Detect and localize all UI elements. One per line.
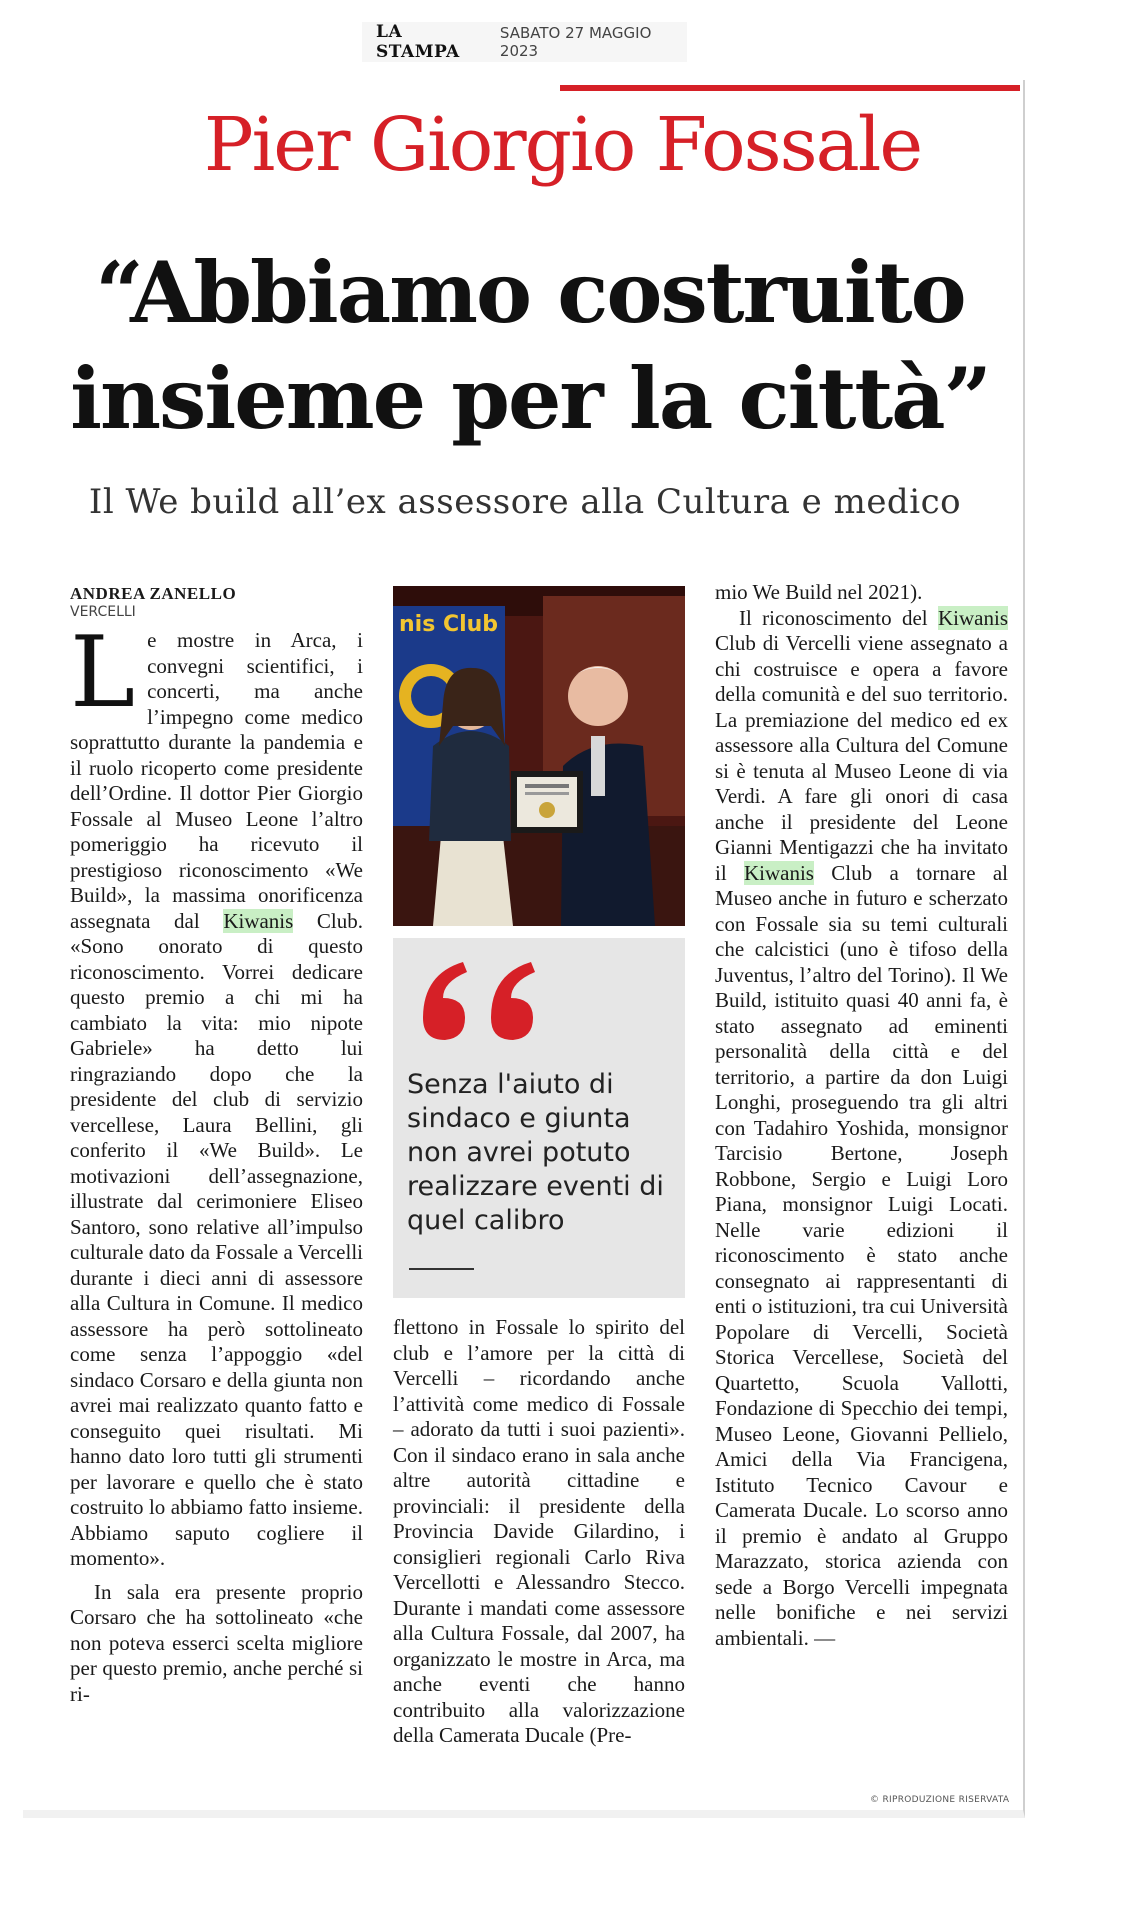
masthead	[362, 22, 687, 62]
award-photo	[393, 586, 685, 926]
subheadline: Il We build all’ex assessore alla Cultura e medico	[88, 482, 962, 522]
text-run: Club di Vercelli viene assegnato a chi costruisce e opera a favore della comunità e del suo territorio. La premiazione del medico ed ex assessore alla Cultura del Comune si è tenuta al Museo Leone di via Verdi. A fare gli onori di casa anche il presidente del Leone Gianni Mentigazzi che ha invitato il	[715, 631, 1008, 885]
newspaper-name: LA STAMPA	[376, 22, 460, 62]
paragraph: flettono in Fossale lo spirito del club e l’amore per la città di Vercelli – ricordando anche l’attività come medico di Fossale – adorato da tutti i suoi pazienti». Con il sindaco erano in sala anche altre autorità cittadine e provinciali: il presidente della Provincia Davide Gilardino, i consiglieri regionali Carlo Riva Vercellotti e Alessandro Stecco. Durante i mandati come assessore alla Cultura Fossale, dal 2007, ha organizzato le mostre in Arca, ma anche eventi che hanno contribuito alla valorizzazione della Camerata Ducale (Pre-	[393, 1315, 685, 1747]
paragraph	[70, 616, 363, 1572]
drop-cap: L	[70, 616, 136, 730]
dateline-place: VERCELLI	[70, 604, 136, 620]
highlighted-term: Kiwanis	[743, 860, 814, 885]
text-run: Club a tornare al Museo anche in futuro e scherzato con Fossale sia su temi culturali che calcistici (uno è tifoso della Juventus, l’altro del Torino). Il We Build, istituito quasi 40 anni fa, è stato assegnato ad eminenti personalità della città e del territorio, a partire da don Luigi Longhi, proseguendo tra gli altri con Tadahiro Yoshida, monsignor Tarcisio Bertone, Joseph Robbone, Sergio e Luigi Loro Piana, monsignor Luigi Locati. Nelle varie edizioni il riconoscimento è stato anche consegnato ai rappresentanti di enti o istituzioni, tra cui Università Popolare di Vercelli, Società Storica Vercellese, Società del Quartetto, Scuola Vallotti, Fondazione di Specchio dei tempi, Museo Leone, Giovanni Pellielo, Amici della Via Francigena, Istituto Tecnico Cavour e Camerata Ducale. Lo scorso anno il premio è andato al Gruppo Marazzato, storica azienda con sede a Borgo Vercelli impegnata nelle bonifiche e nei servizi ambientali. —	[715, 860, 1009, 1650]
text-run: Club. «Sono onorato di questo riconoscimento. Vorrei dedicare questo premio a chi mi ha cambiato la vita: mio nipote Gabriele» ha detto lui ringraziando dopo che la presidente del club di servizio vercellese, Laura Bellini, gli conferito il «We Build». Le motivazioni dell’assegnazione, illustrate dal cerimoniere Eliseo Santoro, sono relative all’impulso culturale dato da Fossale a Vercelli durante i dieci anni di assessore alla Cultura in Comune. Il medico assessore ha però sottolineato come senza l’appoggio «del sindaco Corsaro e della giunta non avrei mai realizzato quanto fatto e conseguito quei risultati. Mi hanno dato loro tutti gli strumenti per lavorare e quello che è stato costruito lo abbiamo fatto insieme. Abbiamo saputo cogliere il momento».	[70, 908, 363, 1570]
pull-quote-rule	[409, 1268, 474, 1270]
column-3	[715, 580, 1008, 1651]
paragraph: mio We Build nel 2021).	[715, 580, 923, 604]
highlighted-term: Kiwanis	[223, 908, 294, 933]
text-run: Il riconoscimento del	[739, 605, 938, 630]
author-byline: ANDREA ZANELLO	[70, 584, 237, 603]
column-1	[70, 616, 363, 1707]
paragraph	[715, 606, 1008, 1652]
quote-marks-icon	[413, 956, 553, 1046]
photo-banner-text: nis Club	[399, 612, 499, 637]
highlighted-term: Kiwanis	[938, 605, 1008, 630]
headline-line-1: “Abbiamo costruito	[95, 243, 965, 342]
copyright-notice: © RIPRODUZIONE RISERVATA	[870, 1795, 1010, 1805]
headline	[30, 240, 1030, 452]
issue-date: SABATO 27 MAGGIO 2023	[499, 24, 652, 60]
pull-quote-text: Senza l'aiuto di sindaco e giunta non avrei potuto realizzare eventi di quel calibro	[407, 1069, 664, 1236]
pull-quote-box	[393, 938, 685, 1298]
paragraph: In sala era presente proprio Corsaro che ha sottolineato «che non poteva esserci scelta migliore per questo premio, anche perché si ri-	[70, 1579, 363, 1706]
text-run: e mostre in Arca, i convegni scientifici, i concerti, ma anche l’impegno come medico soprattutto durante la pandemia e il ruolo ricoperto come presidente dell’Ordine. Il dottor Pier Giorgio Fossale al Museo Leone l’altro pomeriggio ha ricevuto il prestigioso riconoscimento «We Build», la massima onorificenza assegnata dal	[70, 628, 363, 933]
kicker: Pier Giorgio Fossale	[203, 102, 922, 188]
column-2	[393, 1315, 685, 1749]
headline-line-2: insieme per la città”	[70, 349, 990, 448]
red-rule	[560, 85, 1020, 91]
photo-illustration	[393, 586, 685, 926]
